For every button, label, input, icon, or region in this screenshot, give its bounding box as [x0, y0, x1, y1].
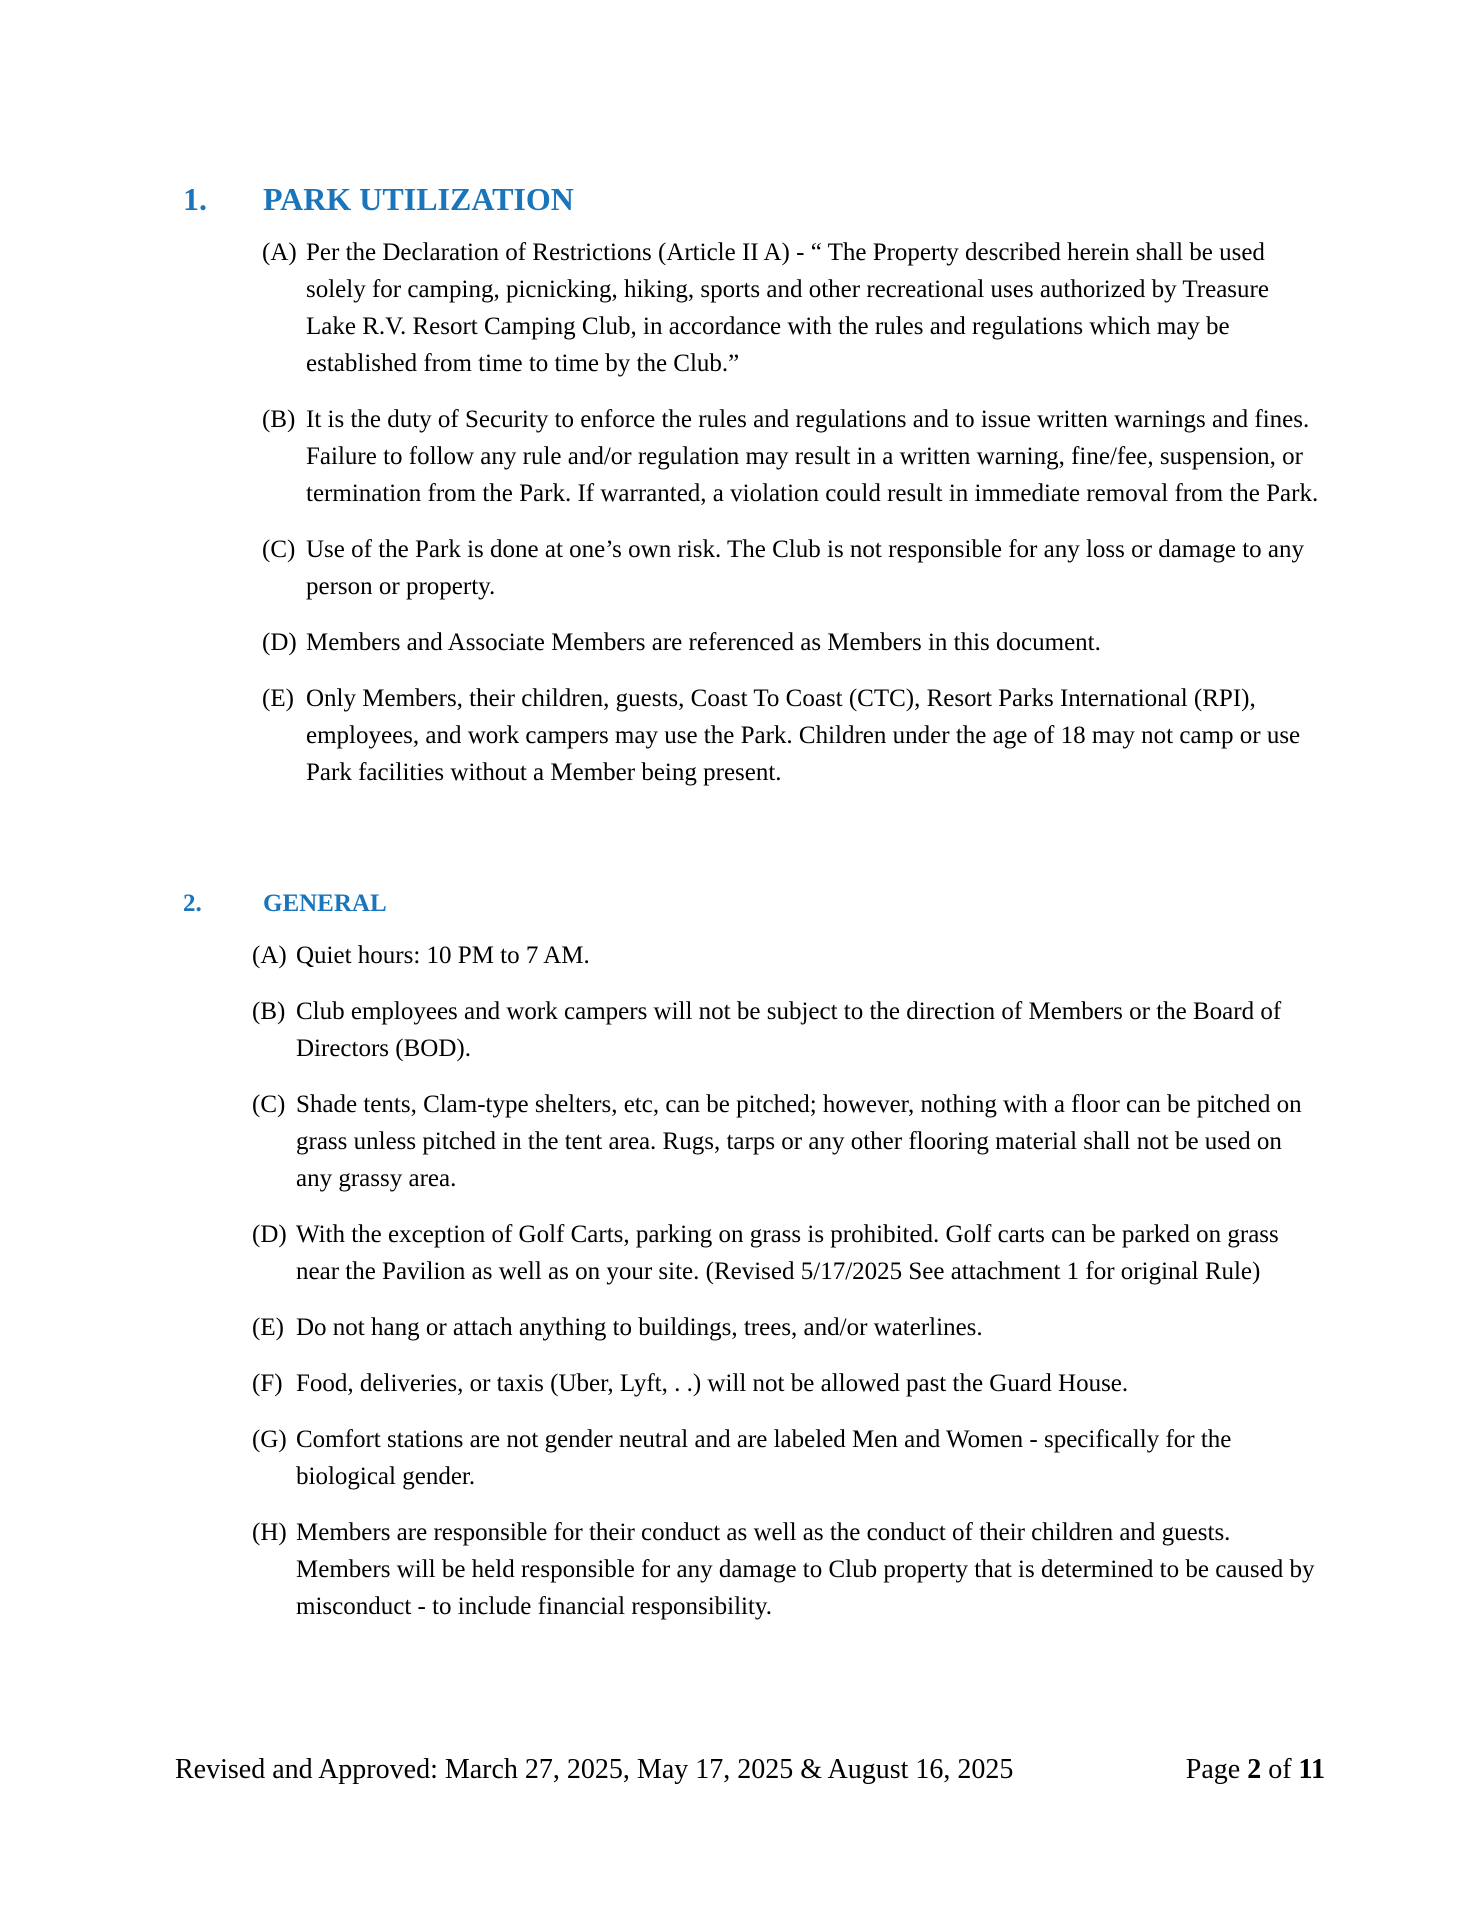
page-total: 11 [1298, 1754, 1325, 1785]
item-text: Shade tents, Clam-type shelters, etc, can be pitched; however, nothing with a floor can be pitched on grass unless pitched in the tent area. Rugs, tarps or any other flooring material shall not be used on any grassy area. [296, 1091, 1302, 1192]
list-item [262, 680, 1322, 791]
list-item [252, 1216, 1322, 1290]
section-title: PARK UTILIZATION [263, 181, 574, 217]
item-text: Only Members, their children, guests, Coast To Coast (CTC), Resort Parks International (RPI), employees, and work campers may use the Park. Children under the age of 18 may not camp or use Park facilities without a Member being present. [306, 685, 1301, 786]
section-number: 1. [183, 181, 207, 217]
page-of: of [1268, 1754, 1292, 1785]
item-text: Per the Declaration of Restrictions (Article II A) - “ The Property described herein shall be used solely for camping, picnicking, hiking, sports and other recreational uses authorized by Treasure Lake R.V. Resort Camping Club, in accordance with the rules and regulations which may be established from time to time by the Club.” [306, 239, 1269, 377]
list-item [262, 624, 1322, 661]
item-letter: (B) [252, 998, 286, 1025]
list-item [262, 401, 1322, 512]
list-item [252, 1365, 1322, 1402]
item-letter: (C) [262, 536, 296, 563]
item-letter: (E) [252, 1314, 284, 1341]
item-text: Quiet hours: 10 PM to 7 AM. [296, 942, 590, 969]
item-text: Club employees and work campers will not be subject to the direction of Members or the Board of Directors (BOD). [296, 998, 1282, 1062]
item-text: Members and Associate Members are referenced as Members in this document. [306, 629, 1101, 656]
item-text: It is the duty of Security to enforce the rules and regulations and to issue written warnings and fines. Failure to follow any rule and/or regulation may result in a written warning, fine/fee, suspension, or termination from the Park. If warranted, a violation could result in immediate removal from the Park. [306, 406, 1319, 507]
item-text: Members are responsible for their conduct as well as the conduct of their children and guests. Members will be held responsible for any damage to Club property that is determined to be caused by misconduct - to include financial responsibility. [296, 1519, 1315, 1620]
page-prefix: Page [1185, 1754, 1241, 1785]
section-2-list [252, 937, 1322, 1644]
page-number [1186, 1752, 1325, 1788]
list-item [252, 1514, 1322, 1625]
item-letter: (A) [252, 942, 287, 969]
section-title: GENERAL [263, 890, 387, 917]
item-letter: (D) [262, 629, 297, 656]
list-item [252, 1309, 1322, 1346]
item-text: Food, deliveries, or taxis (Uber, Lyft, . .) will not be allowed past the Guard House. [296, 1370, 1129, 1397]
item-letter: (H) [252, 1519, 287, 1546]
item-text: Do not hang or attach anything to buildings, trees, and/or waterlines. [296, 1314, 983, 1341]
list-item [262, 531, 1322, 605]
list-item [252, 1421, 1322, 1495]
item-letter: (C) [252, 1091, 286, 1118]
item-letter: (D) [252, 1221, 287, 1248]
list-item [252, 1086, 1322, 1197]
item-text: Comfort stations are not gender neutral and are labeled Men and Women - specifically for the biological gender. [296, 1426, 1232, 1490]
section-1-list [262, 234, 1322, 810]
list-item [262, 234, 1322, 382]
page-current: 2 [1247, 1754, 1262, 1785]
list-item [252, 937, 1322, 974]
item-letter: (G) [252, 1426, 287, 1453]
item-text: Use of the Park is done at one’s own risk. The Club is not responsible for any loss or damage to any person or property. [306, 536, 1304, 600]
item-letter: (F) [252, 1370, 283, 1397]
revision-note: Revised and Approved: March 27, 2025, May 17, 2025 & August 16, 2025 [175, 1754, 1014, 1785]
item-letter: (E) [262, 685, 294, 712]
item-text: With the exception of Golf Carts, parking on grass is prohibited. Golf carts can be parked on grass near the Pavilion as well as on your site. (Revised 5/17/2025 See attachment 1 for original Rule) [296, 1221, 1279, 1285]
section-number: 2. [183, 890, 202, 917]
item-letter: (B) [262, 406, 296, 433]
item-letter: (A) [262, 239, 297, 266]
list-item [252, 993, 1322, 1067]
